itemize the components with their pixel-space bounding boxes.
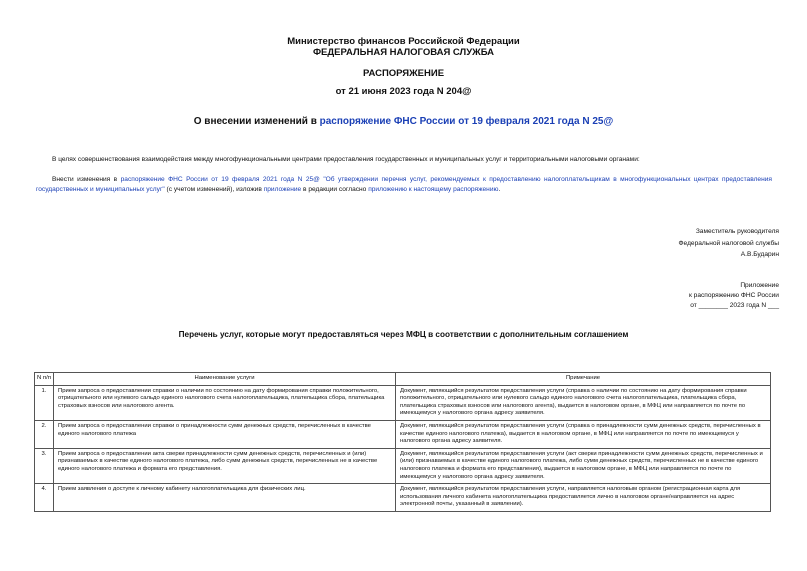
doc-title-prefix: О внесении изменений в xyxy=(193,116,320,127)
header-block xyxy=(0,36,807,58)
appendix-line1: к распоряжению ФНС России xyxy=(688,292,779,299)
p2-text-d: . xyxy=(498,185,501,193)
signature-position2: Федеральной налоговой службы xyxy=(678,239,779,247)
table-row xyxy=(35,420,771,448)
doc-title-link[interactable]: распоряжение ФНС России от 19 февраля 2021 года N 25@ xyxy=(319,116,614,127)
appendix-label: Приложение xyxy=(740,282,779,289)
appendix-line2: от ________ 2023 года N ___ xyxy=(690,302,779,309)
table-row xyxy=(35,448,771,483)
service-name: ФЕДЕРАЛЬНАЯ НАЛОГОВАЯ СЛУЖБА xyxy=(312,47,495,58)
p2-text-a: Внести изменения в xyxy=(52,176,121,183)
row-note: Документ, являющийся результатом предоставления услуги (акт сверки принадлежности сумм денежных средств, перечисленных и (или) признаваемых в качестве единого налогового платежа, либо сумм денежных средств, перечисленных не в качестве единого налогового платежа и формата его представления), выдается в налоговом органе, в МФЦ или направляется по почте по имеющемуся у налогового органа адресу заявителя. xyxy=(396,448,771,483)
header-note: Примечание xyxy=(396,373,771,386)
p2-link-appendix[interactable]: приложение xyxy=(263,185,302,193)
table-row xyxy=(35,484,771,512)
doc-title xyxy=(0,116,807,127)
row-num: 4. xyxy=(35,484,54,512)
doc-type: РАСПОРЯЖЕНИЕ xyxy=(362,68,445,79)
ministry-name: Министерство финансов Российской Федерации xyxy=(287,36,520,47)
row-num: 2. xyxy=(35,420,54,448)
appendix-block xyxy=(559,281,779,311)
doc-date: от 21 июня 2023 года N 204@ xyxy=(335,86,472,97)
signature-name: А.В.Бударин xyxy=(740,251,779,258)
p2-text-c: в редакции согласно xyxy=(301,185,369,193)
row-service: Прием запроса о предоставлении акта сверки принадлежности сумм денежных средств, перечисленных и (или) признаваемых в качестве единого налогового платежа, либо сумм денежных средств, перечисленных не в качестве единого налогового платежа и формата его представления. xyxy=(54,448,396,483)
table-row xyxy=(35,385,771,420)
row-service: Прием запроса о предоставлении справки о наличии по состоянию на дату формирования справки положительного, отрицательного или нулевого сальдо единого налогового счета налогоплательщика, плательщика сбора, плательщика страховых взносов или налогового агента. xyxy=(54,385,396,420)
header-service: Наименование услуги xyxy=(54,373,396,386)
table-header-row xyxy=(35,373,771,386)
services-table xyxy=(34,372,771,512)
row-note: Документ, являющийся результатом предоставления услуги (справка о наличии по состоянию на дату формирования справки положительного, отрицательного или нулевого сальдо единого налогового счета налогоплательщика, плательщика сбора, плательщика страховых взносов или налогового агента), выдается в налоговом органе, в МФЦ или направляется по почте по имеющемуся у налогового органа адресу заявителя. xyxy=(396,385,771,420)
main-paragraph xyxy=(36,175,772,194)
p2-link-this-appendix[interactable]: приложению к настоящему распоряжению xyxy=(368,185,499,193)
signature-position1: Заместитель руководителя xyxy=(695,228,779,235)
p2-text-b: (с учетом изменений), изложив xyxy=(164,185,264,193)
row-service: Прием запроса о предоставлении справки о принадлежности сумм денежных средств, перечисленных в качестве единого налогового платежа xyxy=(54,420,396,448)
row-num: 3. xyxy=(35,448,54,483)
row-note: Документ, являющийся результатом предоставления услуги (справка о принадлежности сумм денежных средств, перечисленных в качестве единого налогового платежа), выдается в налоговом органе, в МФЦ или направляется по почте по имеющемуся у налогового органа адресу заявителя. xyxy=(396,420,771,448)
row-note: Документ, являющийся результатом предоставления услуги, направляется налоговым органом (регистрационная карта для использования личного кабинета налогоплательщика предоставляется лично в налоговом органе/направляется на адрес электронной почты, указанный в заявлении). xyxy=(396,484,771,512)
signature-block xyxy=(559,226,779,261)
list-title: Перечень услуг, которые могут предоставляться через МФЦ в соответствии с дополнительным соглашением xyxy=(178,330,629,339)
header-num: N п/п xyxy=(35,373,54,386)
row-num: 1. xyxy=(35,385,54,420)
p2-link-decree[interactable]: распоряжение ФНС России от 19 февраля 2021 года N 25@ "Об утверждении перечня услуг, рекомендуемых к предоставлению налогоплательщикам в многофункциональных центрах предоставления государственных и муниципальных услуг" xyxy=(36,176,772,193)
intro-paragraph: В целях совершенствования взаимодействия между многофункциональными центрами предоставления государственных и муниципальных услуг и территориальными налоговыми органами: xyxy=(52,156,640,163)
row-service: Прием заявления о доступе к личному кабинету налогоплательщика для физических лиц. xyxy=(54,484,396,512)
